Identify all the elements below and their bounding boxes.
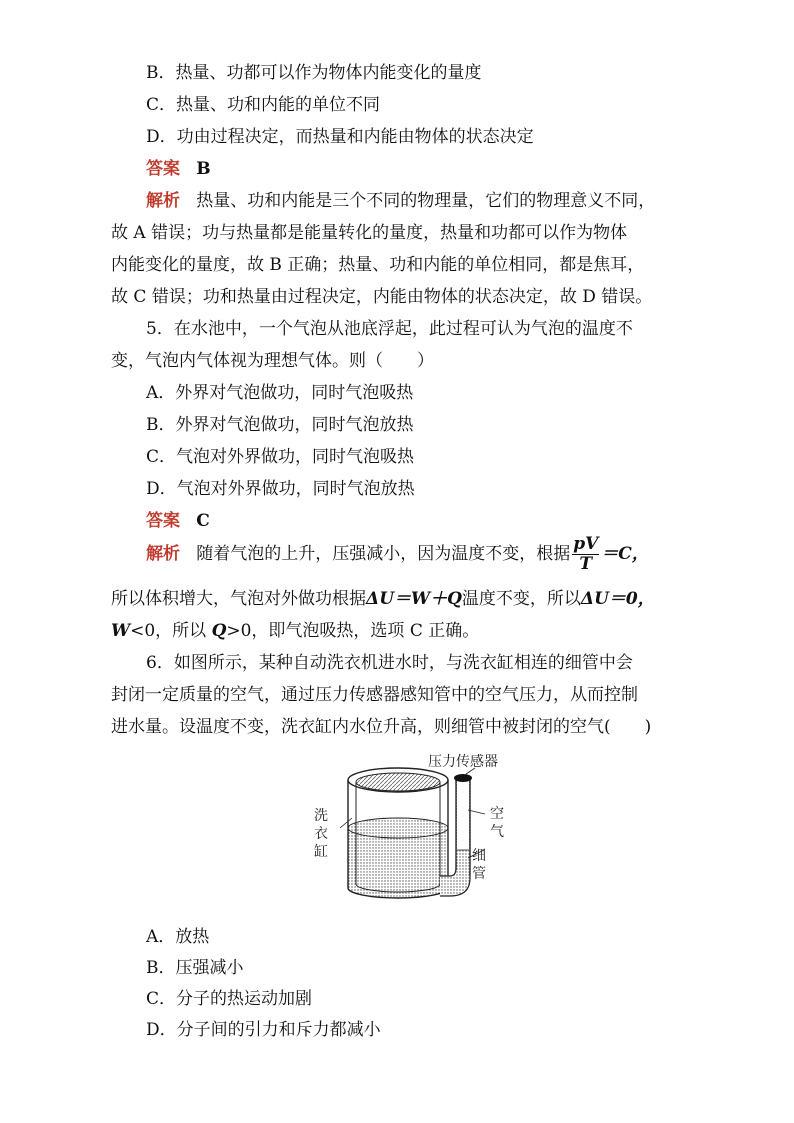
q6-stem-line-3: 进水量。设温度不变，洗衣缸内水位升高，则细管中被封闭的空气( ) bbox=[111, 717, 652, 737]
q4-analysis-line-2: 故 A 错误；功与热量都是能量转化的量度，热量和功都可以作为物体 bbox=[111, 223, 628, 243]
q5-option-a: A．外界对气泡做功，同时气泡吸热 bbox=[146, 383, 414, 403]
inner-drum-top bbox=[356, 773, 440, 791]
q4-analysis-line-4: 故 C 错误；功和热量由过程决定，内能由物体的状态决定，故 D 错误。 bbox=[111, 287, 653, 307]
q6-stem-line-2: 封闭一定质量的空气，通过压力传感器感知管中的空气压力，从而控制 bbox=[111, 685, 638, 705]
answer-label: 答案 bbox=[146, 511, 180, 531]
analysis-label: 解析 bbox=[146, 544, 180, 564]
answer-label: 答案 bbox=[146, 159, 180, 179]
fraction-pv-over-t bbox=[572, 535, 599, 574]
q6-option-d: D．分子间的引力和斥力都减小 bbox=[146, 1020, 381, 1040]
q5-analysis-line-2 bbox=[111, 587, 655, 611]
q5-option-d: D．气泡对外界做功，同时气泡放热 bbox=[146, 479, 415, 499]
q4-analysis-line-3: 内能变化的量度，故 B 正确；热量、功和内能的单位相同，都是焦耳， bbox=[111, 255, 645, 275]
analysis-text: 热量、功和内能是三个不同的物理量，它们的物理意义不同， bbox=[196, 191, 656, 211]
q4-option-b: B．热量、功都可以作为物体内能变化的量度 bbox=[146, 63, 482, 83]
q4-answer bbox=[146, 157, 211, 181]
answer-value: B bbox=[196, 159, 211, 179]
analysis-text: 温度不变，所以 bbox=[461, 589, 581, 609]
pressure-sensor bbox=[454, 774, 472, 782]
q6-option-a: A．放热 bbox=[146, 927, 210, 947]
q5-option-b: B．外界对气泡做功，同时气泡放热 bbox=[146, 415, 414, 435]
q6-option-c: C．分子的热运动加剧 bbox=[146, 989, 313, 1009]
label-tube-2: 管 bbox=[472, 866, 486, 882]
label-tube-1: 细 bbox=[472, 848, 486, 864]
answer-value: C bbox=[196, 511, 210, 531]
fraction-numerator: pV bbox=[573, 534, 599, 554]
fraction-tail: ＝C， bbox=[601, 544, 649, 564]
q5-analysis-line-3 bbox=[111, 619, 479, 643]
formula-first-law: ΔU＝W＋Q bbox=[366, 589, 462, 609]
label-pressure-sensor: 压力传感器 bbox=[428, 754, 498, 770]
symbol-w: W bbox=[111, 621, 131, 641]
analysis-text: 所以体积增大，气泡对外做功根据 bbox=[111, 589, 366, 609]
q5-stem-line-2: 变，气泡内气体视为理想气体。则（ ） bbox=[111, 351, 434, 371]
washing-machine-figure bbox=[300, 748, 528, 916]
q6-stem-line-1: 6．如图所示，某种自动洗衣机进水时，与洗衣缸相连的细管中会 bbox=[146, 653, 633, 673]
label-air-2: 气 bbox=[490, 824, 504, 840]
q5-stem-line-1: 5．在水池中，一个气泡从池底浮起，此过程可认为气泡的温度不 bbox=[146, 319, 633, 339]
q5-analysis-line-1 bbox=[146, 532, 649, 576]
formula-delta-u-zero: ΔU＝0， bbox=[580, 589, 655, 609]
analysis-text: >0，即气泡吸热，选项 C 正确。 bbox=[226, 621, 480, 641]
q4-analysis-line-1 bbox=[146, 189, 655, 213]
label-tub-3: 缸 bbox=[314, 844, 328, 860]
q4-option-c: C．热量、功和内能的单位不同 bbox=[146, 95, 381, 115]
washing-machine-diagram bbox=[300, 748, 528, 916]
q5-option-c: C．气泡对外界做功，同时气泡吸热 bbox=[146, 447, 415, 467]
q6-option-b: B．压强减小 bbox=[146, 958, 244, 978]
fraction-denominator: T bbox=[579, 554, 593, 574]
analysis-text: <0，所以 bbox=[130, 621, 207, 641]
symbol-q: Q bbox=[211, 621, 227, 641]
tube-air bbox=[457, 780, 469, 850]
q5-answer bbox=[146, 509, 210, 533]
label-air-1: 空 bbox=[490, 806, 504, 822]
analysis-text: 随着气泡的上升，压强减小，因为温度不变，根据 bbox=[196, 544, 571, 564]
analysis-label: 解析 bbox=[146, 191, 180, 211]
label-tub-1: 洗 bbox=[314, 808, 328, 824]
q4-option-d: D．功由过程决定，而热量和内能由物体的状态决定 bbox=[146, 127, 534, 147]
label-tub-2: 衣 bbox=[314, 826, 328, 842]
